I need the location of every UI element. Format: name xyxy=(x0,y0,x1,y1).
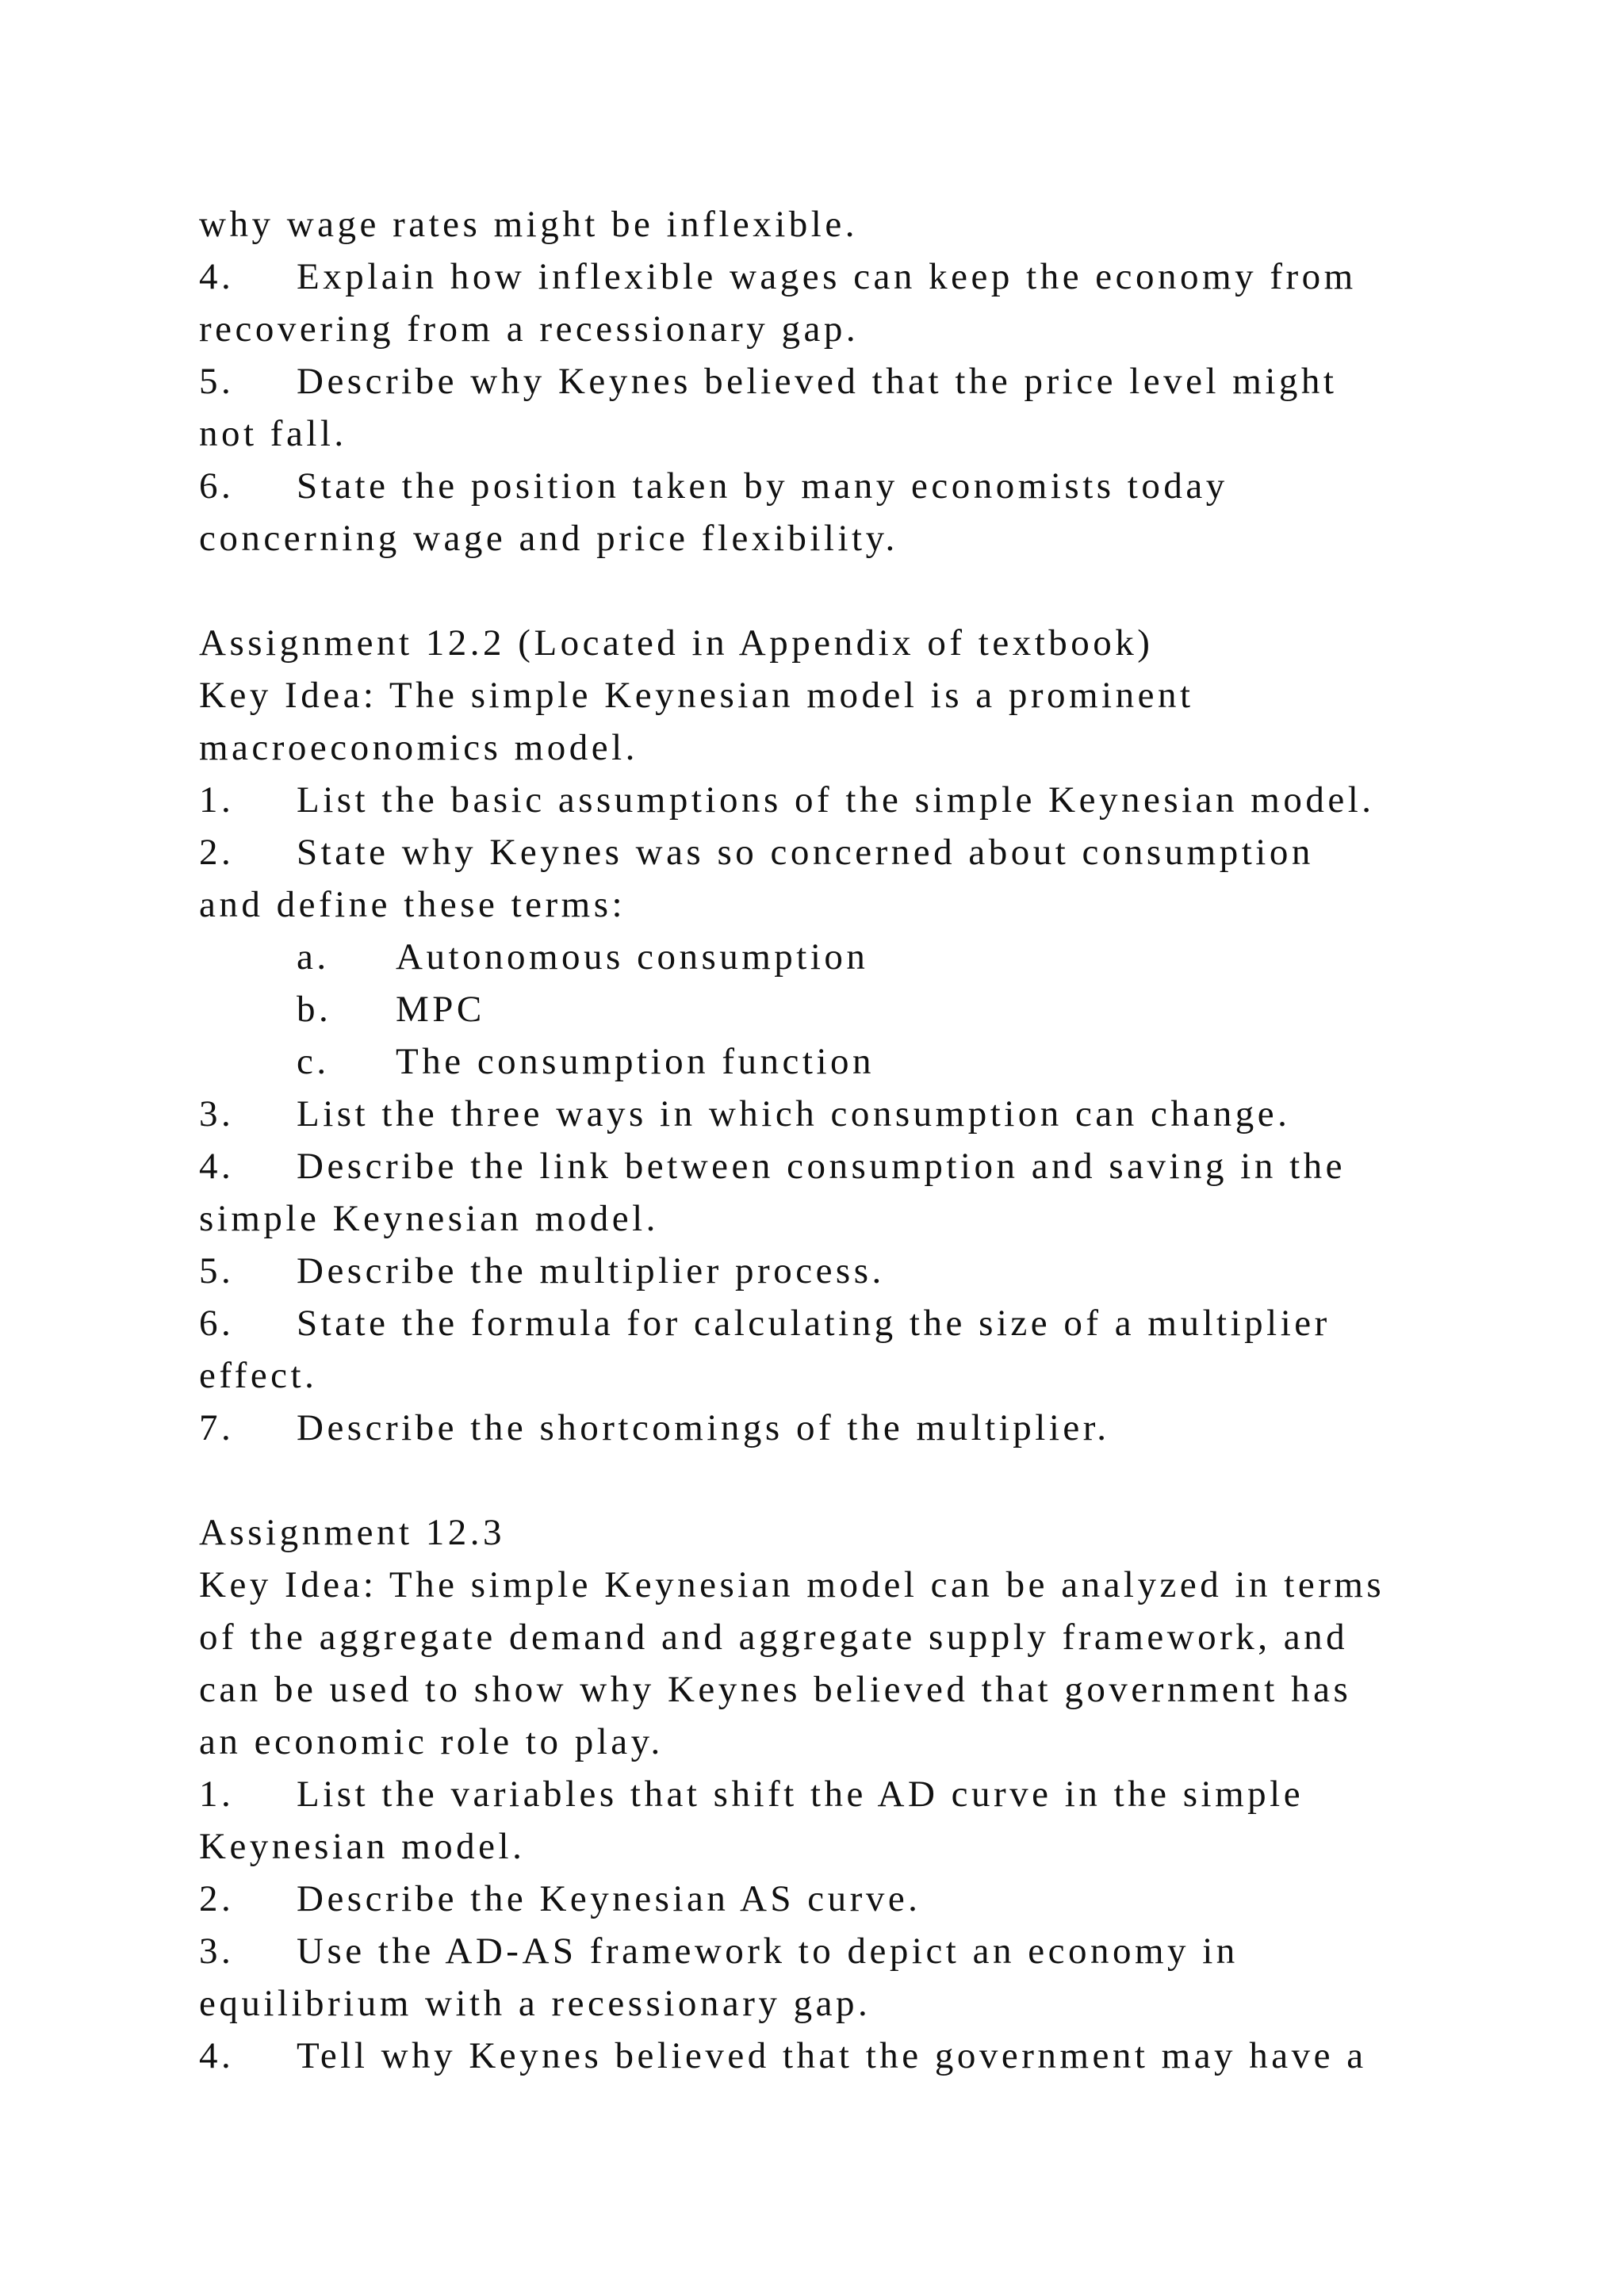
list-item xyxy=(199,1245,1547,1297)
line-text: recovering from a recessionary gap. xyxy=(199,308,860,350)
line-text: not fall. xyxy=(199,413,347,454)
line-text: Use the AD-AS framework to depict an economy in xyxy=(297,1931,1239,1972)
text-line xyxy=(199,512,1547,564)
text-line xyxy=(199,303,1547,355)
list-marker: a. xyxy=(297,936,330,978)
line-text: Explain how inflexible wages can keep the economy from xyxy=(297,256,1357,297)
line-text: State the position taken by many economists today xyxy=(297,465,1228,507)
line-text: concerning wage and price flexibility. xyxy=(199,518,898,559)
line-text: Keynesian model. xyxy=(199,1826,526,1867)
list-item xyxy=(199,1297,1547,1349)
line-text: Describe the multiplier process. xyxy=(297,1250,885,1292)
list-item xyxy=(199,1088,1547,1140)
list-marker: 6. xyxy=(199,1303,235,1344)
line-text: Describe the Keynesian AS curve. xyxy=(297,1878,921,1919)
text-line xyxy=(199,878,1547,931)
text-line xyxy=(199,1663,1547,1716)
list-item xyxy=(199,460,1547,512)
text-line xyxy=(199,1820,1547,1873)
list-marker: 4. xyxy=(199,1146,235,1187)
line-text: Key Idea: The simple Keynesian model is a prominent xyxy=(199,675,1194,716)
list-item xyxy=(199,251,1547,303)
list-item xyxy=(199,1925,1547,1977)
list-item xyxy=(199,1768,1547,1820)
list-marker: 5. xyxy=(199,1250,235,1292)
line-text: Assignment 12.3 xyxy=(199,1512,506,1553)
list-marker: 1. xyxy=(199,1774,235,1815)
line-text: The consumption function xyxy=(396,1041,875,1082)
line-text: State the formula for calculating the size of a multiplier xyxy=(297,1303,1331,1344)
list-item xyxy=(199,1402,1547,1454)
text-line xyxy=(199,721,1547,774)
list-marker: c. xyxy=(297,1041,330,1082)
list-marker: 2. xyxy=(199,832,235,873)
line-text: Autonomous consumption xyxy=(396,936,869,978)
line-text: MPC xyxy=(396,989,485,1030)
text-line xyxy=(199,1349,1547,1402)
text-line xyxy=(199,1506,1547,1559)
list-marker: 1. xyxy=(199,779,235,821)
line-text: an economic role to play. xyxy=(199,1721,664,1762)
list-marker: 3. xyxy=(199,1093,235,1135)
line-text: List the three ways in which consumption can change. xyxy=(297,1093,1291,1135)
list-marker: 5. xyxy=(199,361,235,402)
line-text: of the aggregate demand and aggregate supply framework, and xyxy=(199,1617,1349,1658)
list-item xyxy=(199,826,1547,878)
line-text: Tell why Keynes believed that the government may have a xyxy=(297,2035,1367,2076)
line-text: macroeconomics model. xyxy=(199,727,638,768)
line-text: equilibrium with a recessionary gap. xyxy=(199,1983,871,2024)
sub-list-item xyxy=(199,983,1547,1035)
list-item xyxy=(199,1140,1547,1192)
line-text: why wage rates might be inflexible. xyxy=(199,204,858,245)
list-marker: 7. xyxy=(199,1407,235,1448)
sub-list-item xyxy=(199,931,1547,983)
line-text: can be used to show why Keynes believed that government has xyxy=(199,1669,1352,1710)
line-text: Key Idea: The simple Keynesian model can be analyzed in terms xyxy=(199,1564,1385,1605)
text-line xyxy=(199,1454,1547,1506)
text-line xyxy=(199,1611,1547,1663)
line-text: State why Keynes was so concerned about consumption xyxy=(297,832,1314,873)
list-marker: b. xyxy=(297,989,332,1030)
text-line xyxy=(199,1977,1547,2030)
text-line xyxy=(199,669,1547,721)
line-text: Describe why Keynes believed that the price level might xyxy=(297,361,1338,402)
line-text: Assignment 12.2 (Located in Appendix of textbook) xyxy=(199,622,1154,664)
text-line xyxy=(199,617,1547,669)
list-marker: 4. xyxy=(199,2035,235,2076)
line-text: and define these terms: xyxy=(199,884,626,925)
text-line xyxy=(199,198,1547,251)
list-item xyxy=(199,1873,1547,1925)
line-text: List the variables that shift the AD curve in the simple xyxy=(297,1774,1304,1815)
sub-list-item xyxy=(199,1035,1547,1088)
text-line xyxy=(199,1559,1547,1611)
list-item xyxy=(199,774,1547,826)
text-line xyxy=(199,408,1547,460)
line-text: Describe the link between consumption and saving in the xyxy=(297,1146,1346,1187)
text-line xyxy=(199,564,1547,617)
line-text: List the basic assumptions of the simple Keynesian model. xyxy=(297,779,1375,821)
text-line xyxy=(199,1192,1547,1245)
list-item xyxy=(199,2030,1547,2082)
text-line xyxy=(199,1716,1547,1768)
document-body xyxy=(199,198,1547,2082)
line-text: simple Keynesian model. xyxy=(199,1198,659,1239)
list-item xyxy=(199,355,1547,408)
list-marker: 2. xyxy=(199,1878,235,1919)
list-marker: 3. xyxy=(199,1931,235,1972)
list-marker: 4. xyxy=(199,256,235,297)
line-text: effect. xyxy=(199,1355,318,1396)
list-marker: 6. xyxy=(199,465,235,507)
line-text: Describe the shortcomings of the multiplier. xyxy=(297,1407,1110,1448)
